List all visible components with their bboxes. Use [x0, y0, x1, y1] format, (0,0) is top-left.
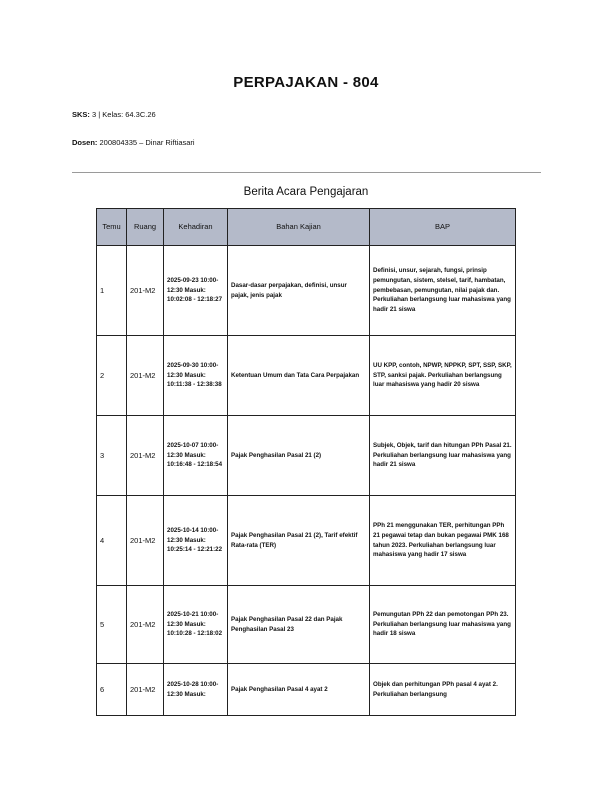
cell-bap: Definisi, unsur, sejarah, fungsi, prinsip pemungutan, sistem, stelsel, tarif, hambatan, pembebasan, pemungutan, nilai pajak dan. Perkuliahan berlangsung luar mahasiswa yang hadir 21 siswa [370, 246, 516, 336]
cell-bahan: Dasar-dasar perpajakan, definisi, unsur pajak, jenis pajak [228, 246, 370, 336]
cell-ruang: 201-M2 [127, 496, 164, 586]
column-header-ruang: Ruang [127, 209, 164, 246]
table-row [97, 336, 516, 416]
cell-temu: 3 [97, 416, 127, 496]
cell-temu: 5 [97, 586, 127, 664]
cell-ruang: 201-M2 [127, 246, 164, 336]
cell-kehadiran: 2025-10-14 10:00-12:30 Masuk: 10:25:14 - 12:21:22 [164, 496, 228, 586]
cell-bap: PPh 21 menggunakan TER, perhitungan PPh 21 pegawai tetap dan bukan pegawai PMK 168 tahun 2023. Perkuliahan berlangsung luar mahasiswa yang hadir 17 siswa [370, 496, 516, 586]
course-meta [72, 110, 156, 119]
cell-temu: 6 [97, 664, 127, 716]
cell-ruang: 201-M2 [127, 664, 164, 716]
cell-bahan: Ketentuan Umum dan Tata Cara Perpajakan [228, 336, 370, 416]
cell-temu: 2 [97, 336, 127, 416]
table-row [97, 246, 516, 336]
cell-kehadiran: 2025-10-07 10:00-12:30 Masuk: 10:16:48 - 12:18:54 [164, 416, 228, 496]
cell-temu: 4 [97, 496, 127, 586]
column-header-bap: BAP [370, 209, 516, 246]
cell-bahan: Pajak Penghasilan Pasal 4 ayat 2 [228, 664, 370, 716]
sks-value: 3 | Kelas: 64.3C.26 [92, 110, 156, 119]
page-title: PERPAJAKAN - 804 [233, 74, 379, 91]
cell-bap: UU KPP, contoh, NPWP, NPPKP, SPT, SSP, SKP, STP, sanksi pajak. Perkuliahan berlangsung luar mahasiswa yang hadir 20 siswa [370, 336, 516, 416]
cell-bap: Objek dan perhitungan PPh pasal 4 ayat 2. Perkuliahan berlangsung [370, 664, 516, 716]
sks-label: SKS: [72, 110, 90, 119]
table-row [97, 664, 516, 716]
cell-kehadiran: 2025-10-21 10:00-12:30 Masuk: 10:10:28 - 12:18:02 [164, 586, 228, 664]
cell-bahan: Pajak Penghasilan Pasal 22 dan Pajak Penghasilan Pasal 23 [228, 586, 370, 664]
column-header-bahan: Bahan Kajian [228, 209, 370, 246]
table-row [97, 586, 516, 664]
cell-kehadiran: 2025-10-28 10:00-12:30 Masuk: [164, 664, 228, 716]
cell-kehadiran: 2025-09-30 10:00-12:30 Masuk: 10:11:38 - 12:38:38 [164, 336, 228, 416]
cell-bap: Pemungutan PPh 22 dan pemotongan PPh 23. Perkuliahan berlangsung luar mahasiswa yang hadir 18 siswa [370, 586, 516, 664]
cell-kehadiran: 2025-09-23 10:00-12:30 Masuk: 10:02:08 - 12:18:27 [164, 246, 228, 336]
column-header-temu: Temu [97, 209, 127, 246]
column-header-kehadiran: Kehadiran [164, 209, 228, 246]
cell-bap: Subjek, Objek, tarif dan hitungan PPh Pasal 21. Perkuliahan berlangsung luar mahasiswa yang hadir 21 siswa [370, 416, 516, 496]
lecturer-meta [72, 138, 195, 147]
cell-ruang: 201-M2 [127, 336, 164, 416]
dosen-label: Dosen: [72, 138, 98, 147]
cell-bahan: Pajak Penghasilan Pasal 21 (2), Tarif efektif Rata-rata (TER) [228, 496, 370, 586]
table-header-row [97, 209, 516, 246]
cell-bahan: Pajak Penghasilan Pasal 21 (2) [228, 416, 370, 496]
table-row [97, 416, 516, 496]
cell-ruang: 201-M2 [127, 416, 164, 496]
section-title: Berita Acara Pengajaran [243, 186, 369, 198]
divider [72, 172, 541, 173]
cell-temu: 1 [97, 246, 127, 336]
teaching-record-table [96, 208, 516, 716]
dosen-value: 200804335 – Dinar Riftiasari [99, 138, 195, 147]
cell-ruang: 201-M2 [127, 586, 164, 664]
table-row [97, 496, 516, 586]
